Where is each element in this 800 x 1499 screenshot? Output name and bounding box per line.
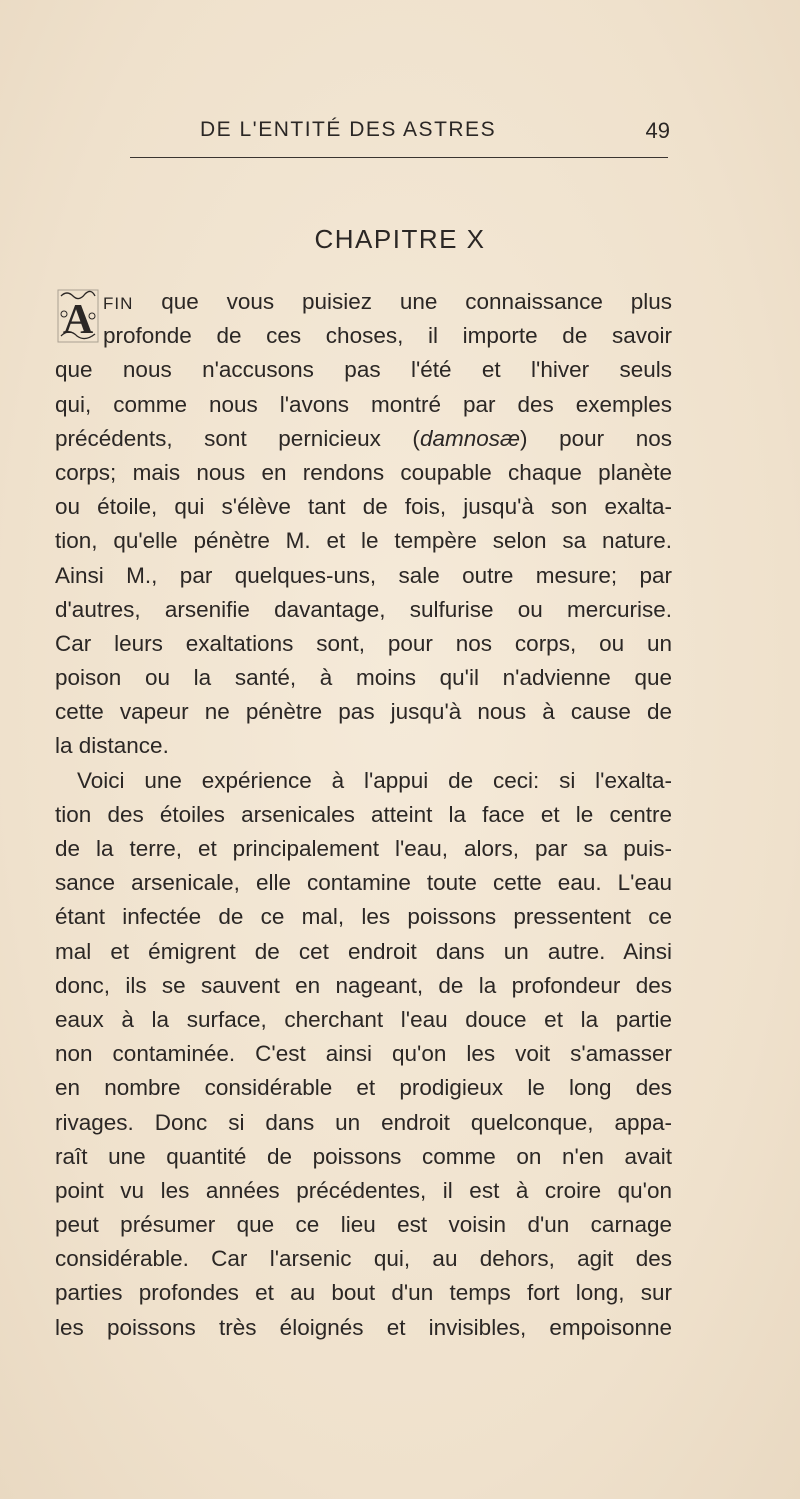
chapter-title: CHAPITRE X (314, 224, 486, 254)
text-line: de la terre, et principalement l'eau, alors, par sa puis- (55, 836, 672, 861)
text-line: d'autres, arsenifie davantage, sulfurise ou mercurise. (55, 596, 672, 622)
text-line: rivages. Donc si dans un endroit quelconque, appa- (55, 1109, 672, 1135)
text-line: cette vapeur ne pénètre pas jusqu'à nous à cause de (55, 699, 672, 725)
body-text (55, 285, 672, 1345)
paragraph-2 (55, 764, 672, 1345)
text-line: FIN que vous puisiez une connaissance plus (103, 289, 672, 314)
text-line: raît une quantité de poissons comme on n'en avait (55, 1143, 672, 1169)
svg-text:A: A (62, 297, 94, 343)
text-line: précédents, sont pernicieux (damnosæ) pour nos (55, 425, 672, 451)
text-line: profonde de ces choses, il importe de savoir (103, 323, 672, 349)
text-line: eaux à la surface, cherchant l'eau douce et la partie (55, 1006, 672, 1032)
text-line: point vu les années précédentes, il est à croire qu'on (55, 1177, 672, 1203)
text-line: les poissons très éloignés et invisibles, empoisonne (55, 1314, 672, 1340)
text-line: Voici une expérience à l'appui de ceci: si l'exalta- (77, 767, 672, 793)
text-line: mal et émigrent de cet endroit dans un autre. Ainsi (55, 938, 672, 964)
text-line: étant infectée de ce mal, les poissons pressentent ce (55, 904, 672, 930)
running-title: DE L'ENTITÉ DES ASTRES (200, 118, 497, 141)
text-line: Ainsi M., par quelques-uns, sale outre mesure; par (55, 562, 672, 588)
text-line: sance arsenicale, elle contamine toute cette eau. L'eau (55, 870, 672, 896)
running-head (130, 118, 670, 148)
text-line: donc, ils se sauvent en nageant, de la profondeur des (55, 972, 672, 998)
text-line: Car leurs exaltations sont, pour nos corps, ou un (55, 630, 672, 656)
text-line: ou étoile, qui s'élève tant de fois, jusqu'à son exalta- (55, 494, 672, 520)
text-line: la distance. (55, 733, 169, 759)
italic-term: damnosæ (419, 425, 520, 451)
text-line: corps; mais nous en rendons coupable chaque planète (55, 459, 672, 485)
first-word: FIN (103, 294, 134, 313)
text-line: poison ou la santé, à moins qu'il n'advienne que (55, 665, 672, 691)
text-line: considérable. Car l'arsenic qui, au dehors, agit des (55, 1246, 672, 1272)
text-line: non contaminée. C'est ainsi qu'on les voit s'amasser (55, 1041, 672, 1067)
text-line: peut présumer que ce lieu est voisin d'un carnage (55, 1212, 672, 1238)
text-line: en nombre considérable et prodigieux le long des (55, 1075, 672, 1101)
text-line: parties profondes et au bout d'un temps fort long, sur (55, 1280, 672, 1306)
page-number: 49 (645, 118, 670, 143)
text-line: tion des étoiles arsenicales atteint la face et le centre (55, 801, 672, 827)
text-line: tion, qu'elle pénètre M. et le tempère selon sa nature. (55, 528, 672, 554)
header-rule (130, 157, 668, 158)
paragraph-1 (55, 285, 672, 764)
text-line: que nous n'accusons pas l'été et l'hiver seuls (55, 357, 672, 383)
text-line: qui, comme nous l'avons montré par des exemples (55, 391, 672, 417)
